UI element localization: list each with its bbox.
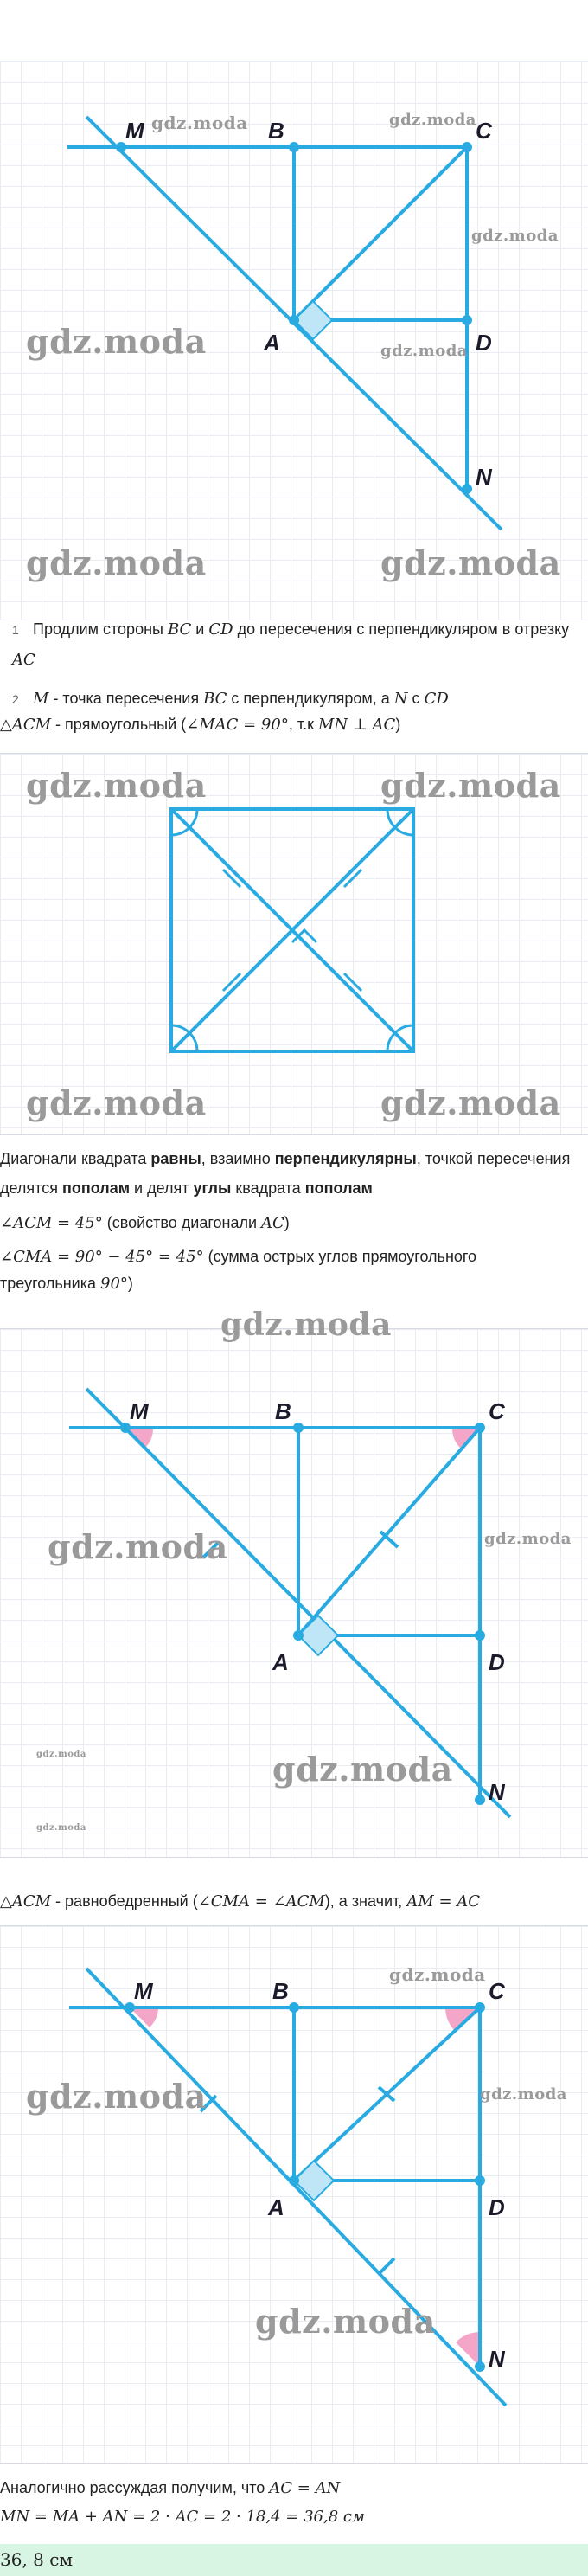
label-a: A bbox=[268, 2194, 284, 2220]
step-2: 2 M - точка пересечения BC с перпендикуляром, а N с CD bbox=[12, 684, 583, 714]
label-b: B bbox=[268, 118, 284, 144]
step-number: 2 bbox=[12, 692, 19, 706]
watermark: gdz.moda bbox=[255, 2302, 436, 2341]
watermark: gdz.moda bbox=[26, 322, 207, 361]
line-angle-acm: ∠ACM = 45° (свойство диагонали AC) bbox=[0, 1214, 290, 1232]
watermark: gdz.moda bbox=[26, 1083, 207, 1122]
label-a: A bbox=[272, 1649, 289, 1675]
label-b: B bbox=[275, 1398, 291, 1424]
watermark: gdz.moda bbox=[380, 1083, 561, 1122]
label-d: D bbox=[476, 330, 492, 356]
watermark: gdz.moda bbox=[380, 342, 468, 360]
step-1: 1 Продлим стороны BC и CD до пересечения с перпендикуляром в отрезку AC bbox=[12, 614, 583, 675]
label-n: N bbox=[489, 1779, 505, 1805]
label-d: D bbox=[489, 2194, 505, 2220]
watermark: gdz.moda bbox=[26, 2077, 207, 2116]
answer: 36, 8 см bbox=[0, 2544, 588, 2576]
watermark: gdz.moda bbox=[36, 1823, 86, 1833]
label-b: B bbox=[272, 1978, 289, 2004]
watermark: gdz.moda bbox=[26, 543, 207, 582]
tick-mark bbox=[379, 2258, 394, 2274]
watermark: gdz.moda bbox=[380, 543, 561, 582]
watermark: gdz.moda bbox=[220, 1307, 392, 1343]
watermark: gdz.moda bbox=[26, 766, 207, 805]
watermark: gdz.moda bbox=[36, 1750, 86, 1759]
watermark: gdz.moda bbox=[151, 112, 248, 133]
diagonal-properties: Диагонали квадрата равны, взаимно перпендикулярны, точкой пересечения делятся пополам и делят углы квадрата пополам bbox=[0, 1150, 571, 1197]
label-m: M bbox=[130, 1398, 149, 1424]
watermark: gdz.moda bbox=[389, 111, 476, 129]
watermark: gdz.moda bbox=[480, 2085, 567, 2104]
step-number: 1 bbox=[12, 623, 19, 637]
line-isosceles: △ACM - равнобедренный (∠CMA = ∠ACM), а значит, AM = AC bbox=[0, 1892, 481, 1911]
label-a: A bbox=[264, 330, 280, 356]
line-triangle-acm: △ACM - прямоугольный (∠MAC = 90°, т.к MN ⊥ AC) bbox=[0, 716, 401, 734]
watermark: gdz.moda bbox=[380, 766, 561, 805]
line-angle-cma: ∠CMA = 90° − 45° = 45° (сумма острых углов прямоугольного треугольника 90°) bbox=[0, 1248, 477, 1293]
watermark: gdz.moda bbox=[48, 1527, 228, 1566]
watermark: gdz.moda bbox=[389, 1964, 486, 1985]
label-c: C bbox=[476, 118, 492, 144]
label-m: M bbox=[125, 118, 144, 144]
line-ac-an: Аналогично рассуждая получим, что AC = AN bbox=[0, 2479, 341, 2497]
right-angle-mark bbox=[294, 2161, 334, 2200]
label-n: N bbox=[476, 464, 492, 490]
label-n: N bbox=[489, 2346, 505, 2372]
watermark: gdz.moda bbox=[484, 1530, 572, 1548]
label-d: D bbox=[489, 1649, 505, 1675]
label-c: C bbox=[489, 1398, 505, 1424]
watermark: gdz.moda bbox=[471, 227, 559, 245]
label-m: M bbox=[134, 1978, 153, 2004]
watermark: gdz.moda bbox=[272, 1750, 453, 1789]
label-c: C bbox=[489, 1978, 505, 2004]
line-mn-result: MN = MA + AN = 2 · AC = 2 · 18,4 = 36,8 см bbox=[0, 2508, 365, 2526]
angle-n-fill bbox=[456, 2332, 480, 2367]
